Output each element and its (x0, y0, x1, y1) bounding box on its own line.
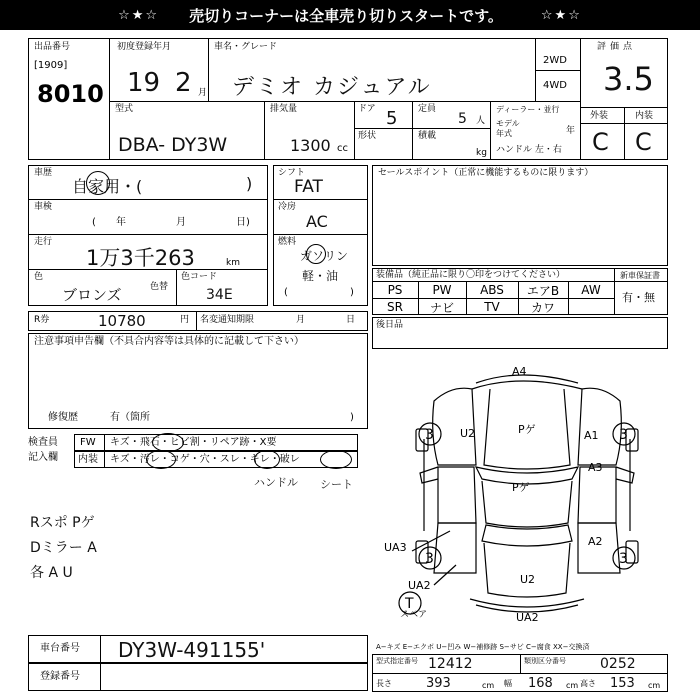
model-value: DBA- DY3W (118, 134, 228, 156)
first-reg-month-unit: 月 (198, 88, 208, 98)
lot-label: 出品番号 (34, 42, 71, 52)
remark-1: Rスポ Pゲ (30, 515, 95, 531)
diag-a4: A4 (512, 365, 527, 378)
type-label: 型式指定番号 (376, 657, 418, 665)
notes-label: 注意事項申告欄（不具合内容等は具体的に記載して下さい） (34, 336, 304, 347)
equipment-label: 装備品（純正品に限り〇印をつけてください） (376, 270, 566, 280)
equipment-item: PS (387, 283, 403, 297)
recycle-value: 10780 (98, 312, 146, 330)
banner-stars-left: ☆★☆ (118, 7, 160, 23)
recycle-unit: 円 (180, 315, 190, 325)
color-label: 色 (34, 272, 44, 282)
history-close: ) (246, 174, 253, 193)
height-unit: cm (648, 681, 661, 690)
in-circle-wear (254, 450, 280, 469)
diag-ua2-left: UA2 (408, 579, 431, 592)
first-reg-label: 初度登録年月 (117, 42, 172, 52)
equipment-item: ABS (480, 283, 504, 297)
diag-ua3: UA3 (384, 541, 407, 554)
inspection-year: 年 (116, 217, 126, 228)
displacement-label: 排気量 (270, 104, 298, 114)
doors-value: 5 (386, 108, 398, 129)
drive-4wd: 4WD (543, 80, 567, 91)
diag-a1: A1 (584, 429, 599, 442)
shape-label: 形状 (358, 131, 377, 141)
recycle-label: R券 (34, 315, 50, 325)
equipment-item: AW (581, 283, 601, 297)
int-label: 内装 (635, 111, 654, 121)
diag-wheel-rl: 3 (425, 551, 434, 567)
first-reg-year: 19 (127, 68, 161, 98)
mileage-value: 1万3千263 (86, 246, 195, 270)
fuel-label: 燃料 (278, 237, 297, 247)
warranty-value: 有・無 (622, 291, 655, 304)
checker-fw-items: キズ・飛石・ヒビ割・リペア跡・X要 (110, 437, 277, 448)
checker-in: 内装 (78, 454, 98, 465)
color-value: ブロンズ (62, 286, 122, 304)
diag-wheel-fr: 3 (619, 427, 628, 443)
class-label: 類別区分番号 (524, 657, 566, 665)
reg-label: 登録番号 (40, 671, 80, 682)
aircon-value: AC (306, 212, 328, 231)
fuel-light-oil: 軽・油 (302, 269, 339, 283)
dealer-year-label: 年式 (496, 129, 512, 138)
history-label: 車歴 (34, 168, 53, 178)
capacity-label: 定員 (418, 104, 437, 114)
checker-label-1: 検査員 (28, 437, 58, 448)
length-unit: cm (482, 681, 495, 690)
doors-label: ドア (358, 104, 376, 114)
top-banner (0, 0, 700, 30)
damage-legend: A−キズ E−エクボ U−凹み W−補修跡 S−サビ C−腐食 XX−交換済 (376, 643, 590, 651)
diag-spare-t: T (405, 596, 414, 612)
car-damage-diagram (372, 355, 668, 635)
checker-note-seat: シート (320, 478, 353, 491)
checker-fw: FW (80, 437, 96, 448)
type-value: 12412 (428, 656, 473, 672)
inspection-label: 車検 (34, 202, 53, 212)
after-reg-label: 後日品 (376, 320, 404, 330)
diag-ua2-rear: UA2 (516, 611, 539, 624)
tax-label: 名変通知期限 (200, 315, 255, 325)
ext-label: 外装 (590, 111, 609, 121)
tax-month: 月 (296, 315, 306, 325)
equipment-item: SR (387, 300, 403, 314)
remark-2: Dミラー A (30, 540, 97, 556)
fw-circle-stone (152, 433, 184, 452)
height-value: 153 (610, 676, 635, 691)
checker-in-items: キズ・汚レ・コゲ・穴・スレ・キレ・破レ (110, 454, 300, 465)
equipment-item: TV (484, 300, 500, 314)
car-name-label: 車名・グレード (214, 42, 278, 52)
diag-pge-roof: Pゲ (512, 481, 530, 494)
equipment-item: カワ (530, 300, 555, 315)
ext-value: C (592, 128, 609, 156)
fuel-paren-open: ( (284, 287, 288, 298)
capacity-unit: 人 (476, 116, 486, 126)
checker-note-handle: ハンドル (254, 476, 298, 489)
displacement-unit: cc (337, 143, 348, 154)
in-circle-dirt (146, 450, 176, 469)
width-value: 168 (528, 676, 553, 691)
inspection-day: 日) (236, 217, 250, 228)
fuel-gasoline: ガソリン (300, 249, 349, 263)
height-label: 高さ (580, 679, 596, 688)
dealer-year-unit: 年 (566, 126, 576, 136)
grade-value: 3.5 (603, 60, 654, 98)
fuel-circle (306, 244, 326, 264)
capacity-value: 5 (458, 111, 467, 127)
class-value: 0252 (600, 656, 636, 672)
length-value: 393 (426, 676, 451, 691)
load-unit: kg (476, 148, 487, 158)
banner-stars-right: ☆★☆ (540, 7, 582, 23)
repair-value: 有（箇所 (110, 412, 150, 423)
sales-point-block (372, 165, 668, 266)
mileage-label: 走行 (34, 237, 53, 247)
equipment-item: エアB (526, 283, 560, 298)
history-circle (86, 171, 110, 195)
dealer-model-label: モデル (496, 119, 520, 128)
diag-wheel-rr: 3 (619, 551, 628, 567)
repair-close: ) (350, 412, 354, 423)
sales-point-label: セールスポイント（正常に機能するものに限ります） (378, 168, 594, 178)
color-check-label: 色替 (150, 282, 169, 292)
repair-label: 修復歴 (48, 412, 78, 423)
dealer-label: ディーラー・並行 (496, 105, 560, 114)
in-circle-tear (320, 450, 352, 469)
remark-3: 各 A U (30, 565, 73, 581)
grade-label: 評価点 (597, 42, 637, 52)
mileage-unit: km (226, 258, 240, 268)
size-label: 長さ (376, 679, 392, 688)
tax-day: 日 (346, 315, 356, 325)
diag-u2-left: U2 (460, 427, 476, 440)
inspection-open: ( (92, 217, 96, 228)
color-code-value: 34E (206, 287, 233, 303)
inspection-month: 月 (176, 217, 186, 228)
car-name-value: デミオ カジュアル (232, 75, 432, 100)
width-unit: cm (566, 681, 579, 690)
diag-spare: スペア (400, 610, 428, 620)
diag-u2-trunk: U2 (520, 573, 536, 586)
int-value: C (635, 128, 652, 156)
warranty-label: 新車保証書 (620, 271, 660, 280)
model-label: 型式 (115, 104, 134, 114)
shift-value: FAT (294, 177, 323, 197)
drive-2wd: 2WD (543, 55, 567, 66)
diag-a2: A2 (588, 535, 603, 548)
displacement-value: 1300 (290, 136, 331, 155)
fuel-paren-close: ) (350, 287, 354, 298)
lot-number: 8010 (37, 80, 104, 108)
shift-label: シフト (278, 168, 306, 178)
diag-pge-hood: Pゲ (518, 423, 536, 436)
handle-label: ハンドル 左・右 (496, 145, 562, 155)
banner-text: 売切りコーナーは全車売り切りスタートです。 (189, 6, 503, 25)
recycle-row (28, 311, 368, 331)
lot-code: [1909] (34, 60, 68, 71)
chassis-value: DY3W-491155' (118, 638, 266, 662)
equipment-item: PW (432, 283, 452, 297)
width-label: 幅 (504, 679, 512, 688)
after-reg-block (372, 317, 668, 349)
color-code-label: 色コード (181, 272, 218, 282)
equipment-item: ナビ (429, 300, 454, 315)
aircon-label: 冷房 (278, 202, 297, 212)
first-reg-month: 2 (175, 68, 192, 98)
chassis-label: 車台番号 (40, 643, 80, 654)
diag-wheel-fl: 3 (425, 427, 434, 443)
load-label: 積載 (418, 131, 437, 141)
checker-label-2: 記入欄 (28, 452, 58, 463)
diag-a3: A3 (588, 461, 603, 474)
history-options: 自家用・( (72, 177, 143, 196)
